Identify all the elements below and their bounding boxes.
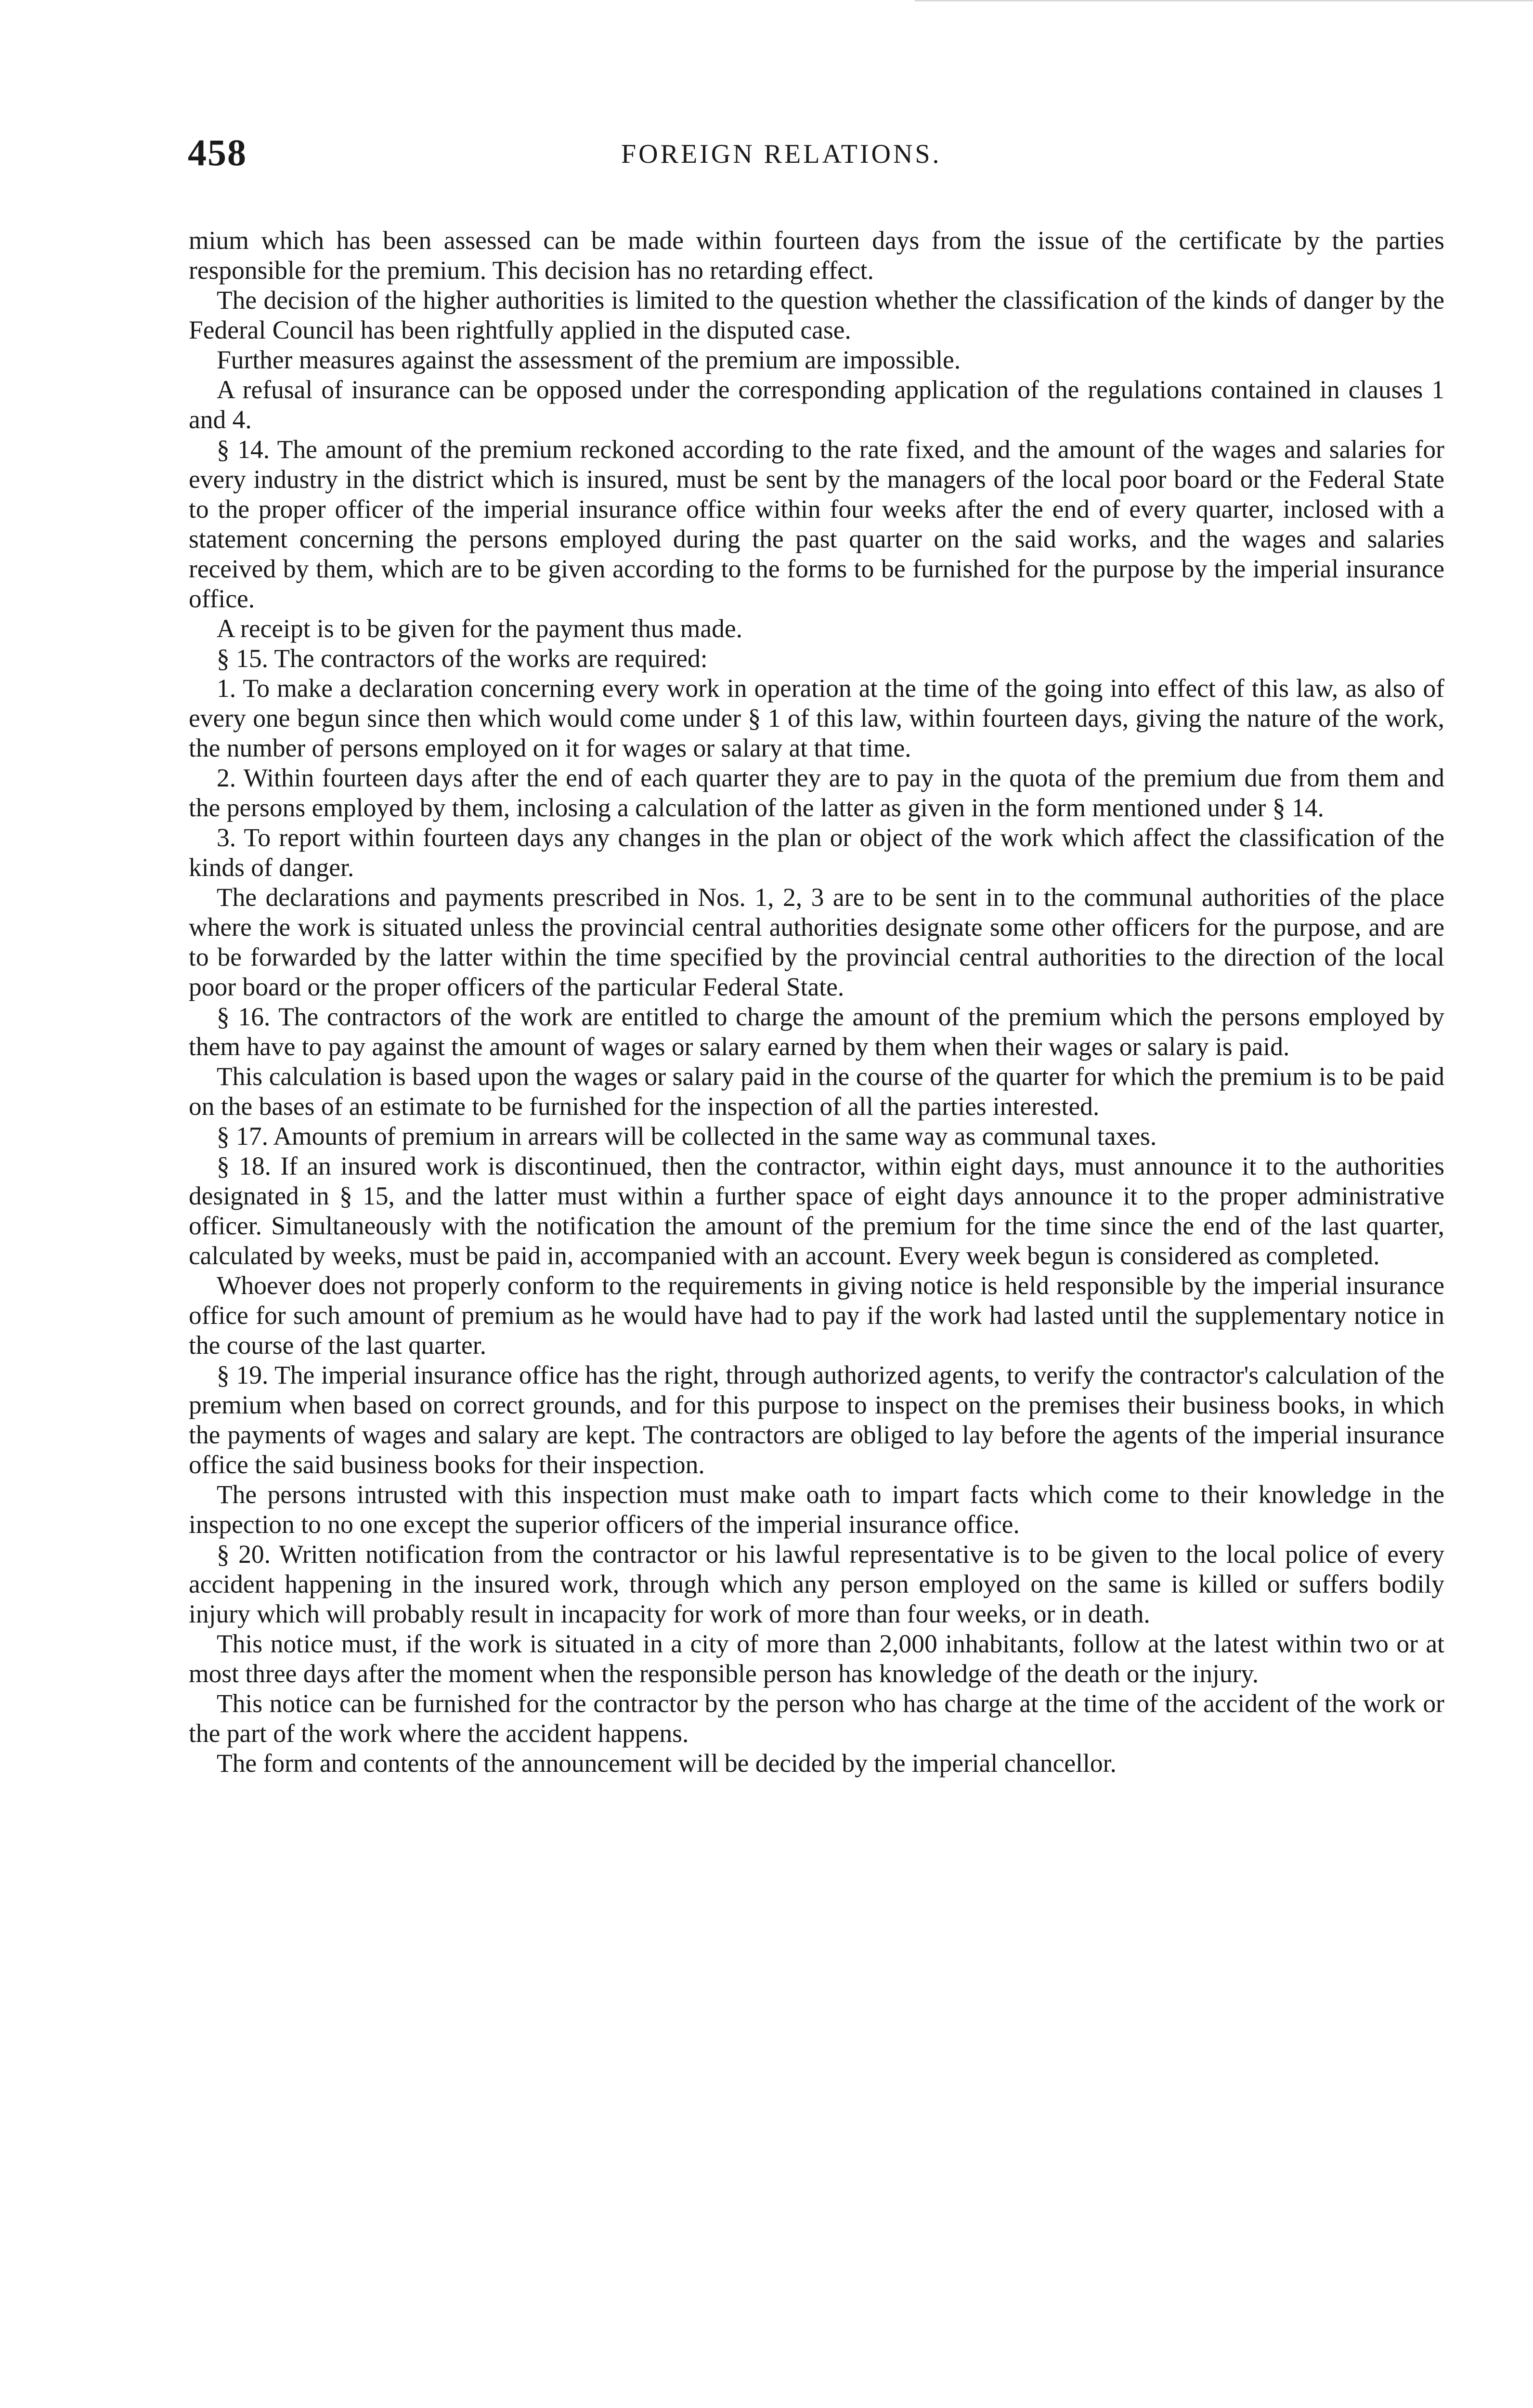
section-20-paragraph: § 20. Written notification from the contractor or his lawful representative is to be given to the local police of every accident happening in the insured work, through which any person employed on the same is killed or suffers bodily injury which will probably result in incapacity for work of more than four weeks, or in death. (189, 1540, 1444, 1628)
section-17-paragraph: § 17. Amounts of premium in arrears will be collected in the same way as communal taxes. (217, 1122, 1157, 1151)
body-text (189, 225, 1444, 1778)
paragraph: This notice can be furnished for the contractor by the person who has charge at the time of the accident of the work or the part of the work where the accident happens. (189, 1689, 1444, 1748)
section-18-paragraph: § 18. If an insured work is discontinued, then the contractor, within eight days, must announce it to the authorities designated in § 15, and the latter must within a further space of eight days announce it to the proper administrative officer. Simultaneously with the notification the amount of the premium for the time since the end of the last quarter, calculated by weeks, must be paid in, accompanied with an account. Every week begun is considered as completed. (189, 1152, 1444, 1270)
paragraph: Whoever does not properly conform to the requirements in giving notice is held responsible by the imperial insurance office for such amount of premium as he would have had to pay if the work had lasted until the supplementary notice in the course of the last quarter. (189, 1271, 1444, 1360)
paragraph: The form and contents of the announcement will be decided by the imperial chancellor. (217, 1749, 1117, 1778)
page-number: 458 (188, 131, 247, 173)
list-item-2: 2. Within fourteen days after the end of each quarter they are to pay in the quota of the premium due from them and the persons employed by them, inclosing a calculation of the latter as given in the form mentioned under § 14. (189, 763, 1444, 822)
page-header (188, 131, 1440, 189)
section-16-paragraph: § 16. The contractors of the work are entitled to charge the amount of the premium which the persons employed by them have to pay against the amount of wages or salary earned by them when their wages or salary is paid. (189, 1002, 1444, 1061)
paragraph: A refusal of insurance can be opposed under the corresponding application of the regulations contained in clauses 1 and 4. (189, 375, 1444, 434)
paragraph: A receipt is to be given for the payment thus made. (217, 614, 742, 643)
section-14-paragraph: § 14. The amount of the premium reckoned according to the rate fixed, and the amount of the wages and salaries for every industry in the district which is insured, must be sent by the managers of the local poor board or the Federal State to the proper officer of the imperial insurance office within four weeks after the end of every quarter, inclosed with a statement concerning the persons employed during the past quarter on the said works, and the wages and salaries received by them, which are to be given according to the forms to be furnished for the purpose by the imperial insurance office. (189, 435, 1444, 613)
paragraph: This notice must, if the work is situated in a city of more than 2,000 inhabitants, follow at the latest within two or at most three days after the moment when the responsible person has knowledge of the death or the injury. (189, 1629, 1444, 1688)
section-15-paragraph: § 15. The contractors of the works are required: (217, 644, 708, 673)
running-title: FOREIGN RELATIONS. (621, 139, 942, 169)
list-item-3: 3. To report within fourteen days any changes in the plan or object of the work which affect the classification of the kinds of danger. (189, 823, 1444, 882)
paragraph: The persons intrusted with this inspection must make oath to impart facts which come to their knowledge in the inspection to no one except the superior officers of the imperial insurance office. (189, 1480, 1444, 1539)
paragraph-continued: mium which has been assessed can be made within fourteen days from the issue of the certificate by the parties responsible for the premium. This decision has no retarding effect. (189, 226, 1444, 285)
paragraph: This calculation is based upon the wages or salary paid in the course of the quarter for which the premium is to be paid on the bases of an estimate to be furnished for the inspection of all the parties interested. (189, 1062, 1444, 1121)
section-19-paragraph: § 19. The imperial insurance office has the right, through authorized agents, to verify the contractor's calculation of the premium when based on correct grounds, and for this purpose to inspect on the premises their business books, in which the payments of wages and salary are kept. The contractors are obliged to lay before the agents of the imperial insurance office the said business books for their inspection. (189, 1361, 1444, 1479)
paragraph: Further measures against the assessment of the premium are impossible. (217, 345, 961, 374)
paragraph: The declarations and payments prescribed in Nos. 1, 2, 3 are to be sent in to the communal authorities of the place where the work is situated unless the provincial central authorities designate some other officers for the purpose, and are to be forwarded by the latter within the time specified by the provincial central authorities to the direction of the local poor board or the proper officers of the particular Federal State. (189, 883, 1444, 1001)
list-item-1: 1. To make a declaration concerning every work in operation at the time of the going into effect of this law, as also of every one begun since then which would come under § 1 of this law, within fourteen days, giving the nature of the work, the number of persons employed on it for wages or salary at that time. (189, 674, 1444, 762)
paragraph: The decision of the higher authorities is limited to the question whether the classification of the kinds of danger by the Federal Council has been rightfully applied in the disputed case. (189, 286, 1444, 344)
scan-edge-rule (915, 0, 1533, 1)
